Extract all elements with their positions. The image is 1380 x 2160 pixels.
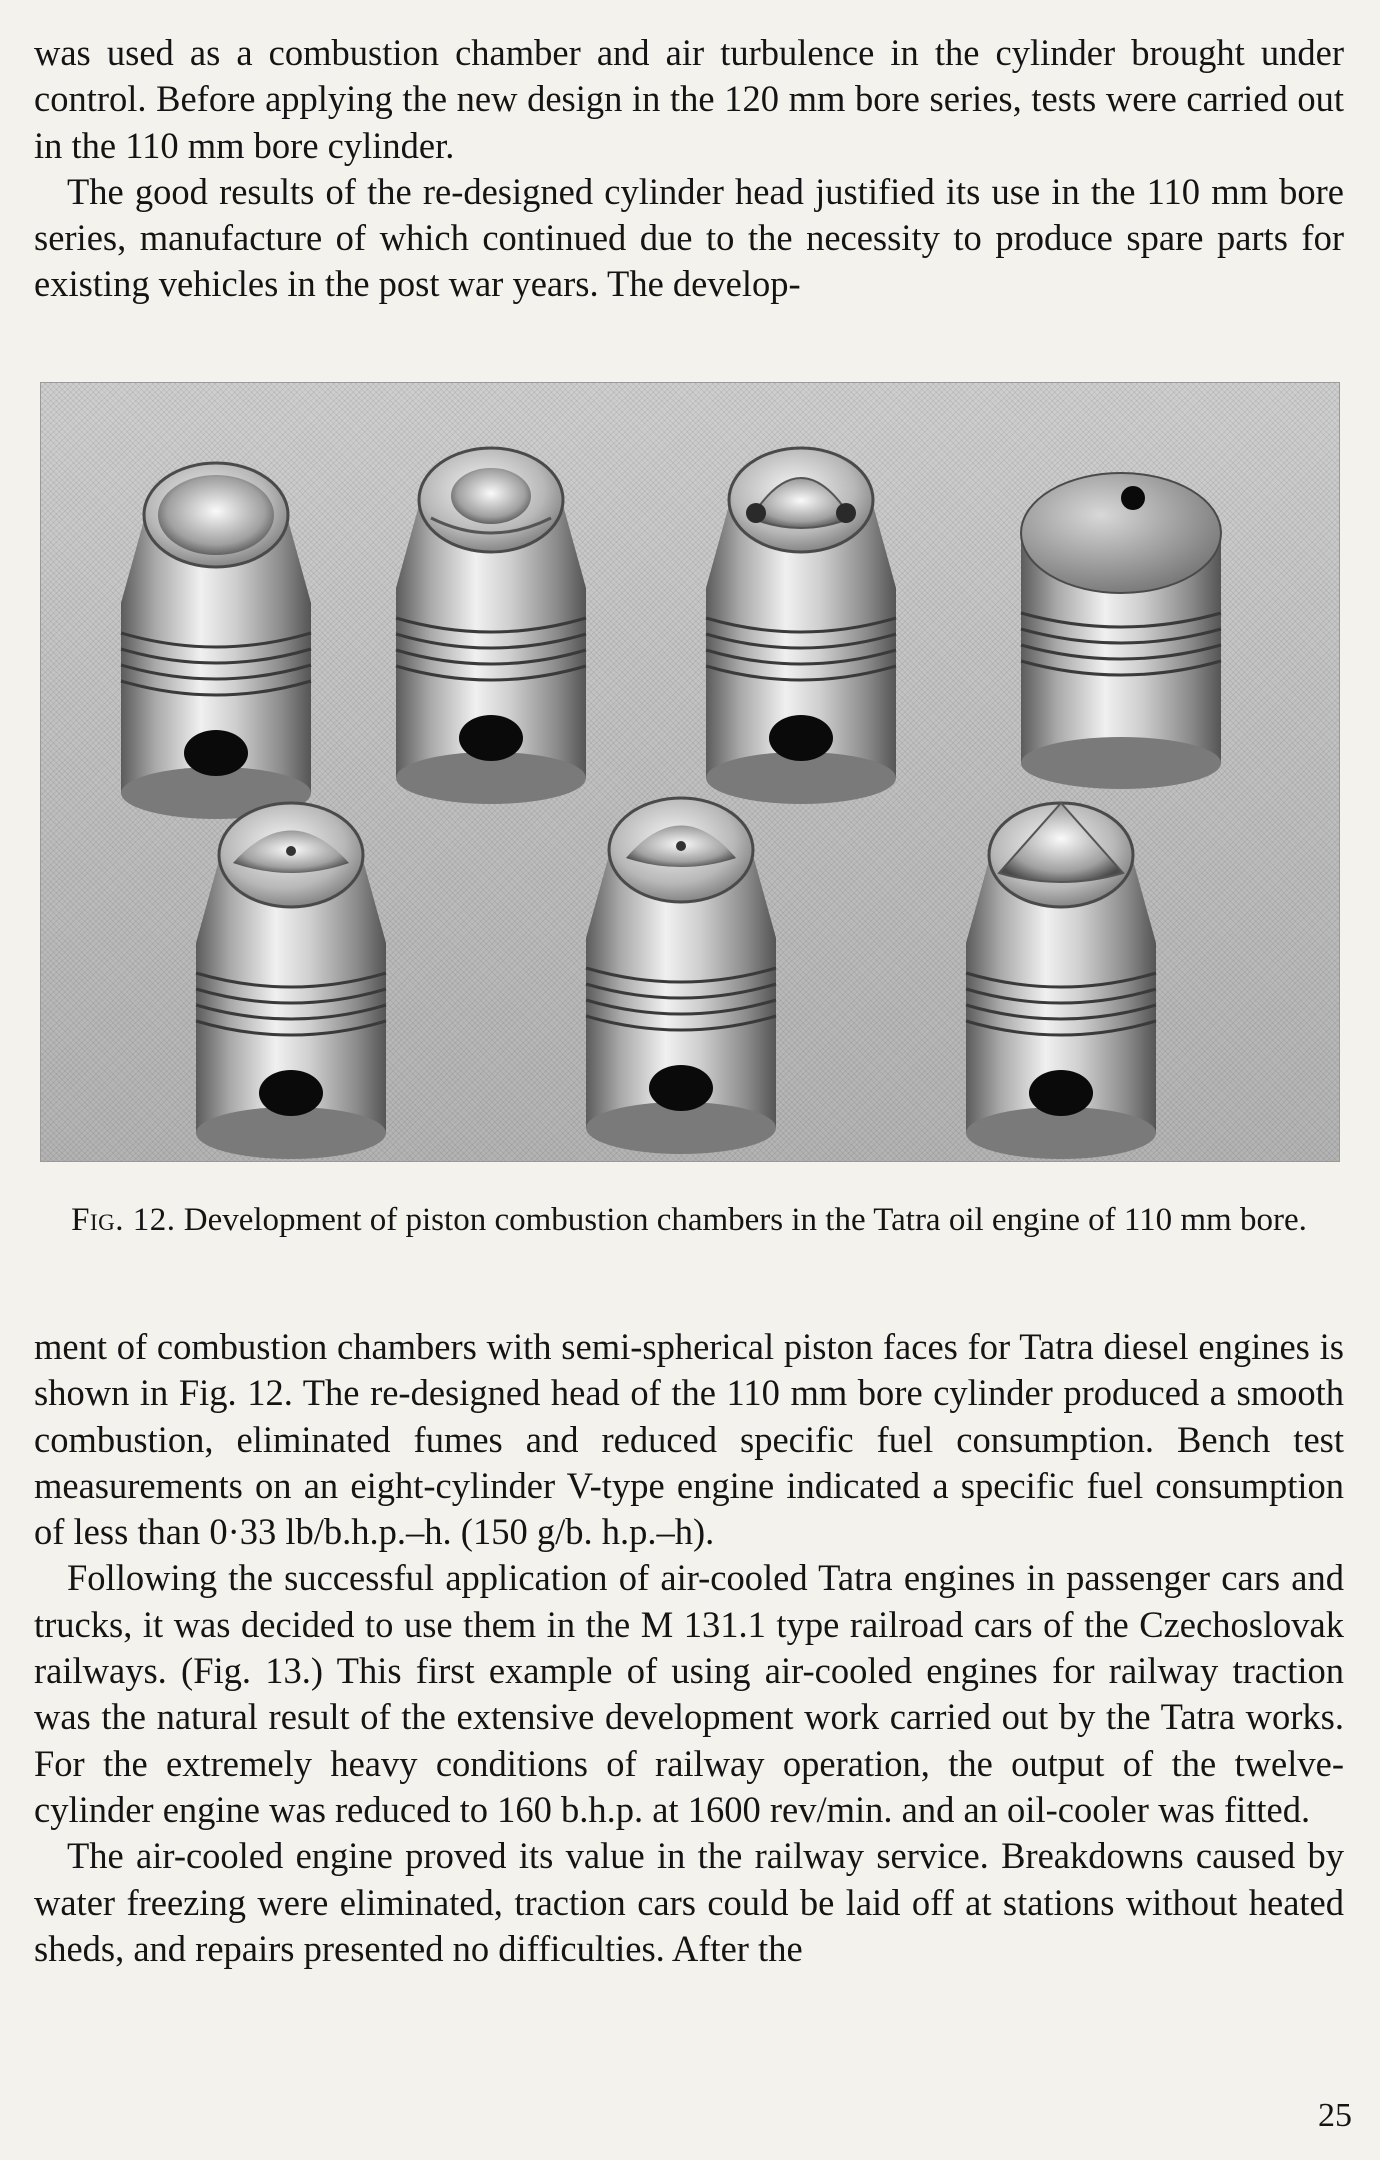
bottom-text-block <box>34 1324 1344 1972</box>
paragraph-railway-service: The air-cooled engine proved its value in the railway service. Breakdowns caused by water freezing were eliminated, traction cars could be laid off at stations without heated sheds, and repairs presented no difficulties. After the <box>34 1835 1344 1969</box>
piston-7 <box>966 803 1156 1159</box>
piston-1 <box>121 463 311 819</box>
paragraph-railway-application: Following the successful application of air-cooled Tatra engines in passenger cars and trucks, it was decided to use them in the M 131.1 type railroad cars of the Czechoslovak railways. (Fig. 13.) This first example of using air-cooled engines for railway traction was the natural result of the extensive development work carried out by the Tatra works. For the extremely heavy conditions of railway operation, the output of the twelve-cylinder engine was reduced to 160 b.h.p. at 1600 rev/min. and an oil-cooler was fitted. <box>34 1557 1344 1830</box>
piston-3 <box>706 448 896 804</box>
piston-4 <box>1021 473 1221 789</box>
paragraph-continuation: was used as a combustion chamber and air turbulence in the cylinder brought under control. Before applying the new design in the 120 mm bore series, tests were carried out in the 110 mm bore cylinder. <box>34 32 1344 166</box>
piston-2 <box>396 448 586 804</box>
piston-5 <box>196 803 386 1159</box>
paragraph-cylinder-head: The good results of the re-designed cylinder head justified its use in the 110 mm bore series, manufacture of which continued due to the necessity to produce spare parts for existing vehicles in the post war years. The develop- <box>34 170 1344 305</box>
figure-caption-text: Development of piston combustion chambers in the Tatra oil engine of 110 mm bore. <box>183 1202 1307 1238</box>
pistons-illustration <box>41 383 1339 1161</box>
piston-6 <box>586 798 776 1154</box>
figure-caption <box>34 1200 1344 1240</box>
figure-pistons-photo <box>40 382 1340 1162</box>
figure-label: Fig. 12. <box>71 1202 176 1238</box>
top-text-block <box>34 30 1344 308</box>
page-number: 25 <box>1318 2097 1352 2134</box>
paragraph-combustion-chambers: ment of combustion chambers with semi-spherical piston faces for Tatra diesel engines is shown in Fig. 12. The re-designed head of the 110 mm bore cylinder produced a smooth combustion, eliminated fumes and reduced specific fuel consumption. Bench test measurements on an eight-cylinder V-type engine indicated a specific fuel consumption of less than 0·33 lb/b.h.p.–h. (150 g/b. h.p.–h). <box>34 1326 1344 1553</box>
